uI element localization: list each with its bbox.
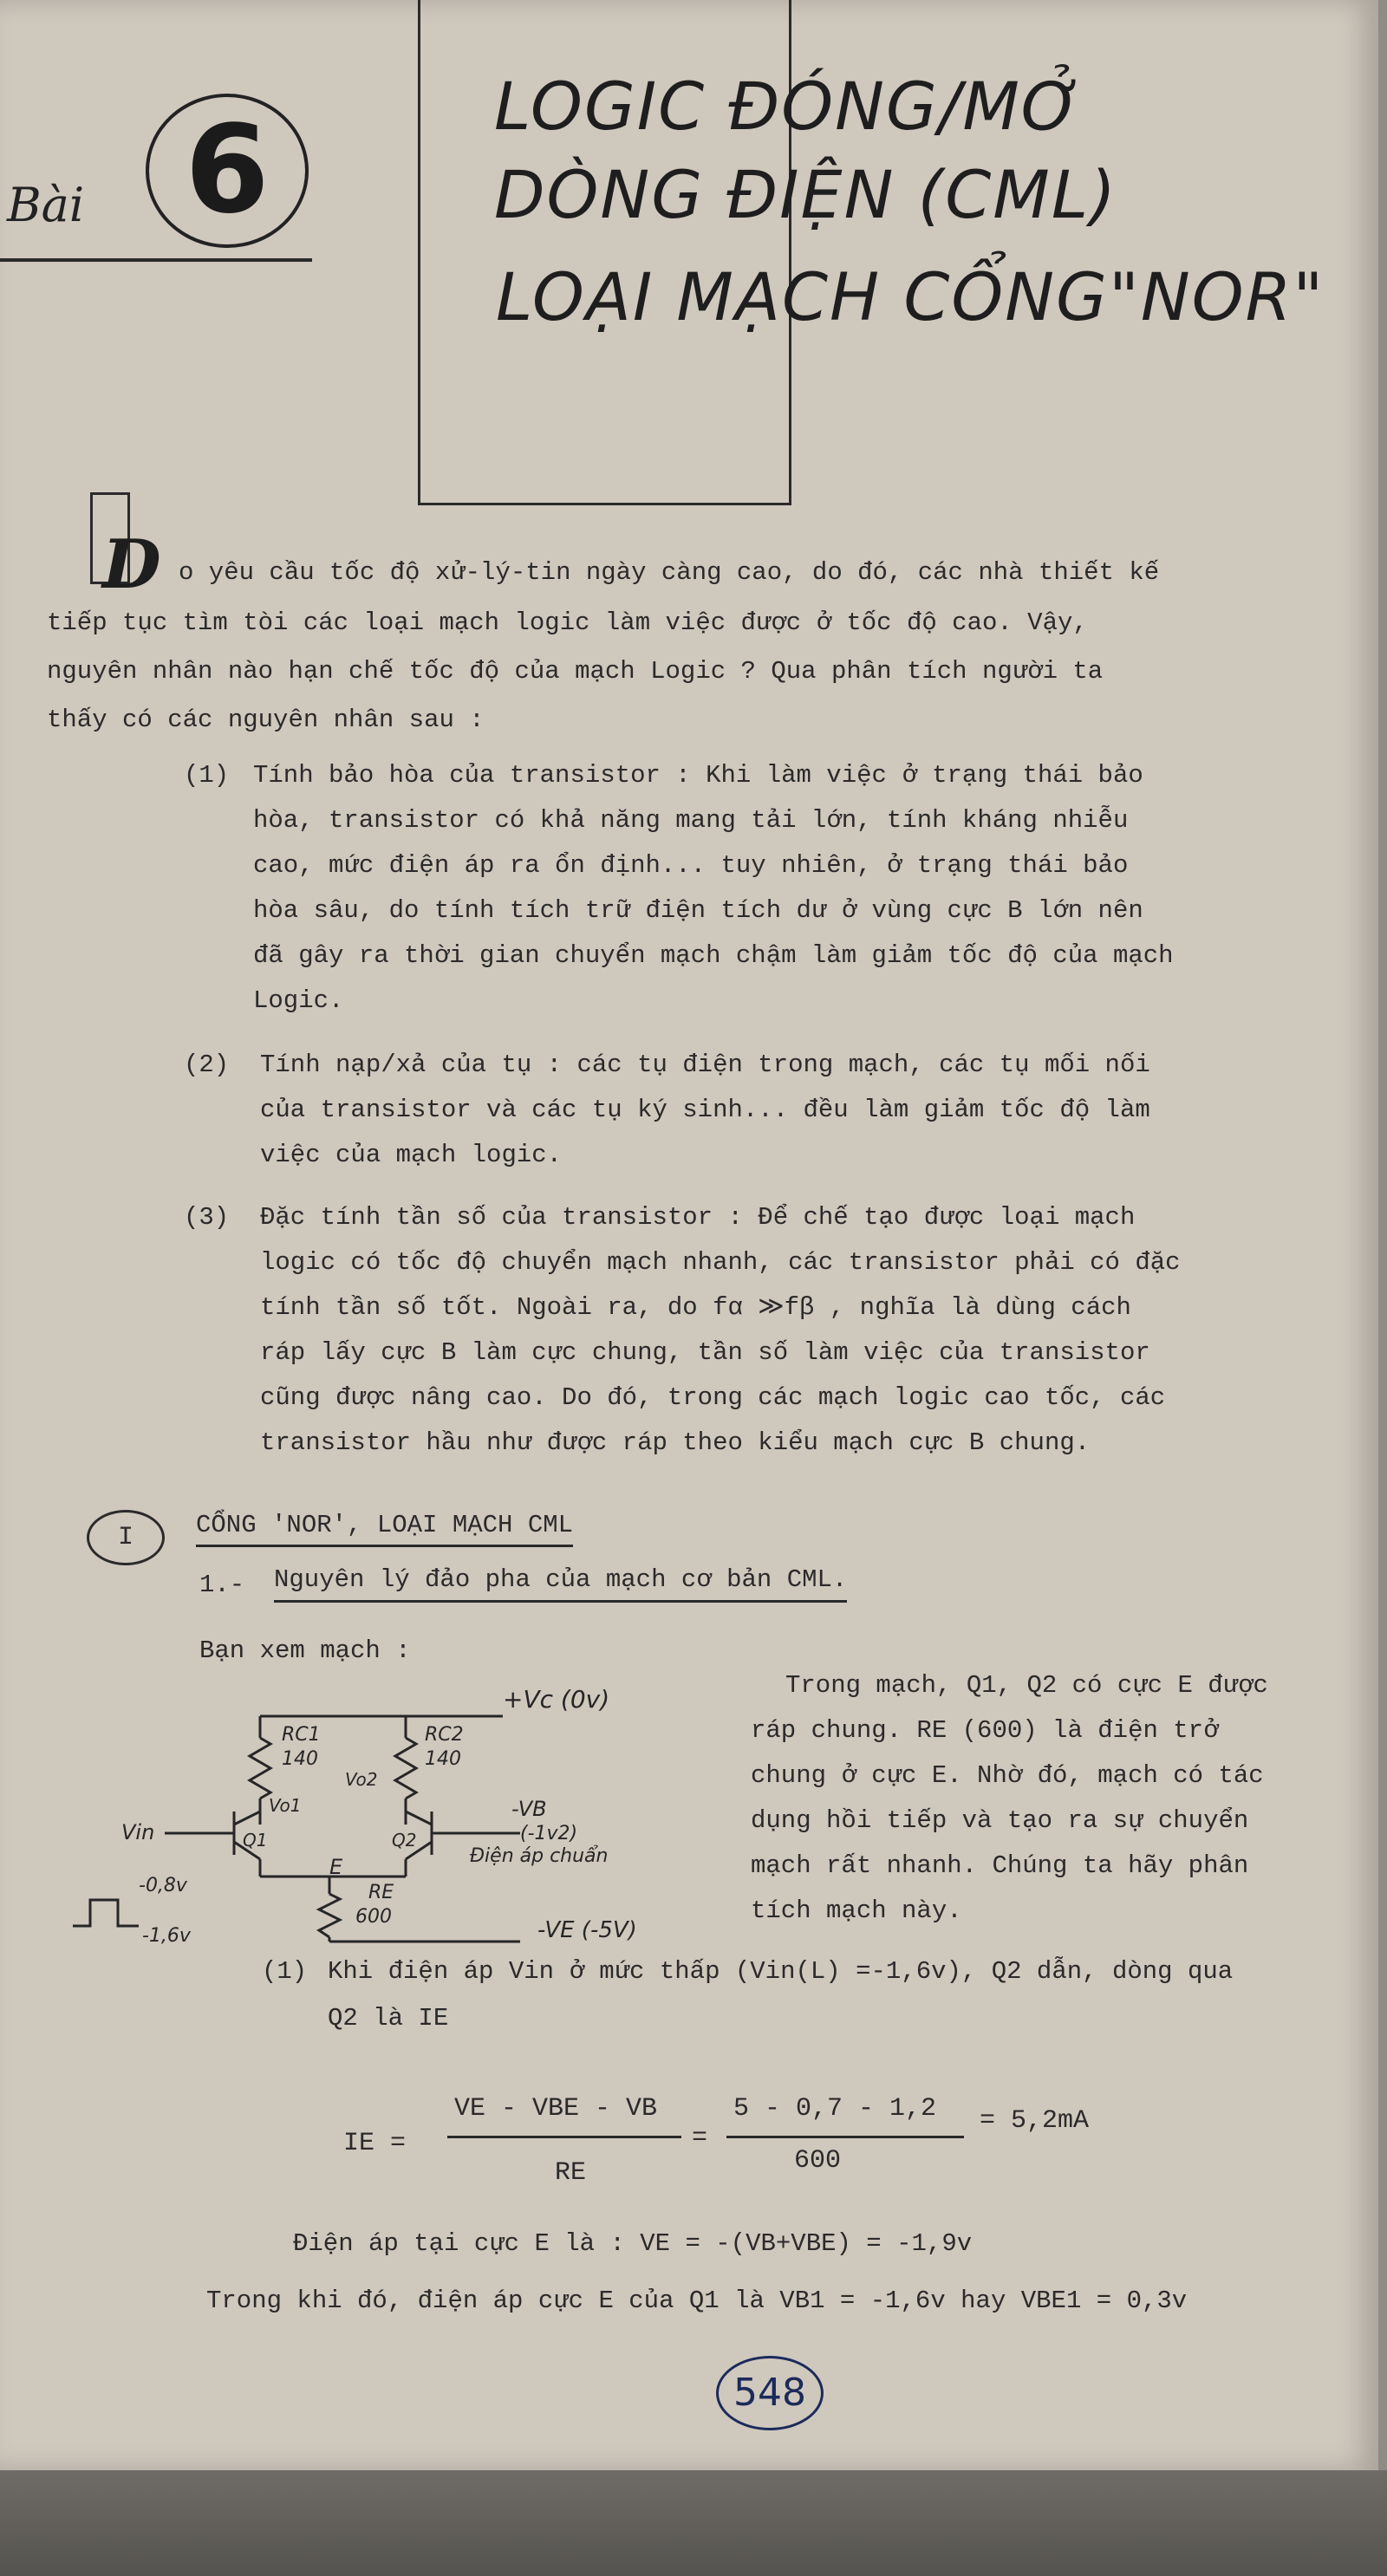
formula-lhs: IE = [343,2129,407,2158]
title-line-1: LOGIC ĐÓNG/MỞ [494,68,1084,145]
cause-3-line-2: logic có tốc độ chuyển mạch nhanh, các transistor phải có đặc [260,1248,1181,1277]
lesson-underline [0,258,312,262]
case-1-line-2: Q2 là IE [328,2004,449,2033]
subsection-title: Nguyên lý đảo pha của mạch cơ bản CML. [274,1560,847,1603]
case-1-number: (1) [262,1957,308,1986]
lesson-number: 6 [146,94,309,248]
rc2-value: 140 [425,1748,461,1770]
intro-line-2: tiếp tục tìm tòi các loại mạch logic làm việc được ở tốc độ cao. Vậy, [47,608,1088,637]
case-1-line-1: Khi điện áp Vin ở mức thấp (Vin(L) =-1,6v), Q2 dẫn, dòng qua [328,1957,1234,1986]
page-number: 548 [716,2356,824,2430]
re-value: 600 [355,1906,392,1928]
cause-3-line-1: Đặc tính tần số của transistor : Để chế tạo được loại mạch [260,1203,1136,1232]
input-pulse-waveform [73,1900,139,1926]
section-number: I [87,1510,165,1565]
cause-1-line-4: hòa sâu, do tính tích trữ điện tích dư ở vùng cực B lớn nên [253,896,1143,925]
rc1-value: 140 [282,1748,318,1770]
q1-label: Q1 [243,1830,268,1851]
formula-equals: = [692,2124,708,2153]
side-text-line-4: dụng hồi tiếp và tạo ra sự chuyển [751,1806,1249,1835]
rc2-label: RC2 [425,1724,464,1746]
vin-label: Vin [121,1820,155,1844]
cml-circuit-diagram [69,1673,728,1959]
formula-numerator-values: 5 - 0,7 - 1,2 [733,2094,937,2124]
side-text-line-1: Trong mạch, Q1, Q2 có cực E được [785,1671,1268,1700]
cause-1-line-1: Tính bảo hòa của transistor : Khi làm việc ở trạng thái bảo [253,761,1143,790]
re-label: RE [368,1882,394,1903]
see-circuit-text: Bạn xem mạch : [199,1636,411,1665]
cause-1-line-6: Logic. [253,986,344,1015]
q1-emitter-line: Trong khi đó, điện áp cực E của Q1 là VB1 = -1,6v hay VBE1 = 0,3v [206,2287,1188,2315]
side-text-line-3: chung ở cực E. Nhờ đó, mạch có tác [751,1761,1264,1790]
cause-1-line-5: đã gây ra thời gian chuyển mạch chậm làm giảm tốc độ của mạch [253,941,1174,970]
background-shadow [0,2470,1387,2576]
cause-2-number: (2) [184,1051,230,1079]
cause-2-line-1: Tính nạp/xả của tụ : các tụ điện trong mạch, các tụ mối nối [260,1051,1150,1079]
side-text-line-6: tích mạch này. [751,1896,962,1925]
vo1-label: Vo1 [269,1795,302,1816]
intro-line-4: thấy có các nguyên nhân sau : [47,706,485,734]
subsection-number: 1.- [199,1571,245,1599]
dropcap-letter: D [102,525,161,604]
title-line-2: DÒNG ĐIỆN (CML) [494,156,1117,233]
cause-3-line-5: cũng được nâng cao. Do đó, trong các mạch logic cao tốc, các [260,1383,1166,1412]
e-node-label: E [329,1855,343,1879]
fraction-bar-2 [726,2136,964,2138]
re-resistor [319,1894,340,1937]
vc-label: +Vc (0v) [503,1685,610,1714]
cause-3-number: (3) [184,1203,230,1232]
formula-denominator: RE [555,2158,587,2188]
intro-line-3: nguyên nhân nào hạn chế tốc độ của mạch Logic ? Qua phân tích người ta [47,657,1104,686]
cause-1-line-2: hòa, transistor có khả năng mang tải lớn, tính kháng nhiễu [253,806,1129,835]
cause-1-line-3: cao, mức điện áp ra ổn định... tuy nhiên, ở trạng thái bảo [253,851,1129,880]
intro-line-1: o yêu cầu tốc độ xử-lý-tin ngày càng cao, do đó, các nhà thiết kế [179,558,1160,587]
emitter-voltage-line: Điện áp tại cực E là : VE = -(VB+VBE) = -1,9v [293,2229,973,2258]
q2-label: Q2 [392,1830,417,1851]
fraction-bar-1 [447,2136,681,2138]
formula-result: = 5,2mA [980,2106,1090,2136]
lesson-label: Bài [7,178,85,232]
formula-denominator-value: 600 [794,2146,842,2176]
cause-3-line-3: tính tần số tốt. Ngoài ra, do fα ≫fβ , nghĩa là dùng cách [260,1293,1131,1322]
cause-2-line-2: của transistor và các tụ ký sinh... đều làm giảm tốc độ làm [260,1096,1150,1124]
pulse-high-label: -0,8v [139,1875,187,1896]
ve-label: -VE (-5V) [537,1917,637,1943]
section-title: CỔNG 'NOR', LOẠI MẠCH CML [196,1506,573,1547]
pulse-low-label: -1,6v [142,1925,191,1947]
vb-value: (-1v2) [520,1823,578,1844]
side-text-line-2: ráp chung. RE (600) là điện trở [751,1716,1219,1745]
cause-3-line-6: transistor hầu như được ráp theo kiểu mạch cực B chung. [260,1428,1091,1457]
title-line-3: LOẠI MẠCH CỔNG"NOR" [496,258,1325,335]
vo2-label: Vo2 [345,1769,378,1790]
vb-note: Điện áp chuẩn [470,1845,609,1867]
side-text-line-5: mạch rất nhanh. Chúng ta hãy phân [751,1851,1249,1880]
formula-numerator: VE - VBE - VB [454,2094,658,2124]
rc2-resistor [395,1738,416,1799]
rc1-label: RC1 [282,1724,321,1746]
cause-3-line-4: ráp lấy cực B làm cực chung, tần số làm việc của transistor [260,1338,1150,1367]
cause-1-number: (1) [184,761,230,790]
rc1-resistor [250,1738,270,1799]
cause-2-line-3: việc của mạch logic. [260,1141,563,1169]
vb-label: -VB [511,1797,547,1821]
